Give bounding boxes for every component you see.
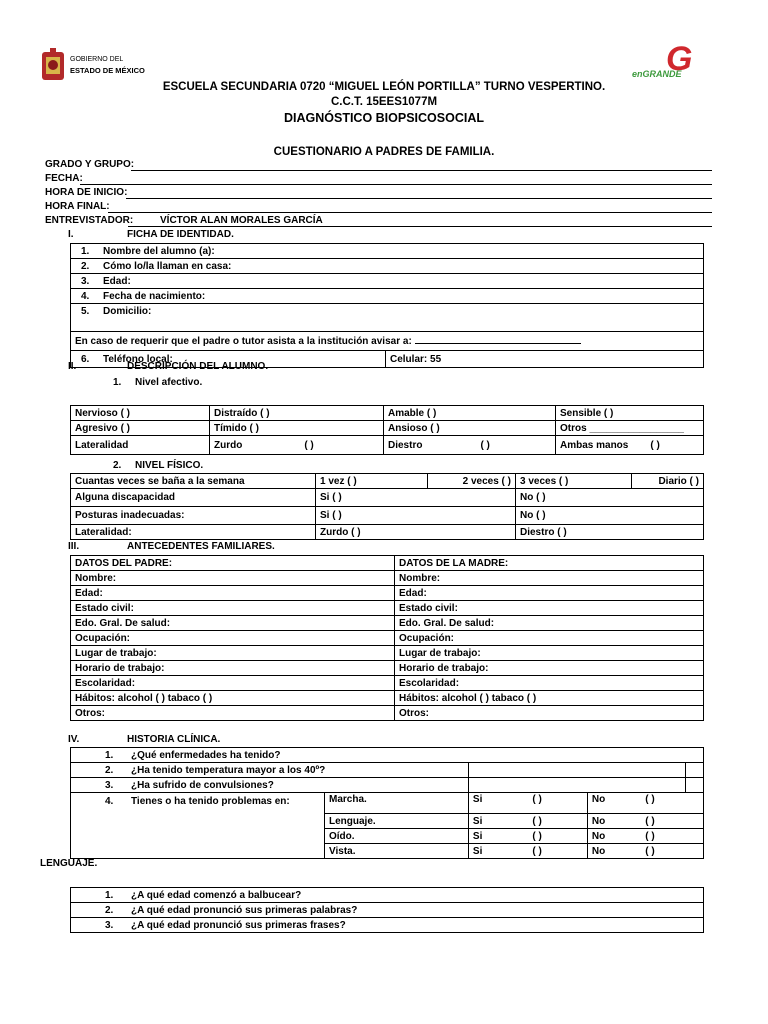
hora-final-line[interactable]: [108, 212, 712, 213]
q-text: ¿A qué edad comenzó a balbucear?: [131, 889, 302, 901]
diestro-label: Diestro: [388, 439, 423, 451]
paren: ( ): [480, 439, 490, 451]
q2-answer-1[interactable]: [468, 763, 685, 778]
madre-ocupacion[interactable]: Ocupación:: [395, 631, 704, 646]
madre-horario[interactable]: Horario de trabajo:: [395, 661, 704, 676]
problem-vista: Vista.: [325, 844, 469, 859]
q-text: ¿Ha sufrido de convulsiones?: [131, 779, 274, 791]
madre-title: DATOS DE LA MADRE:: [395, 556, 704, 571]
opt-2veces[interactable]: 2 veces ( ): [428, 474, 516, 489]
g-letter-logo: G: [666, 40, 693, 78]
padre-salud[interactable]: Edo. Gral. De salud:: [71, 616, 395, 631]
row-label: Edad:: [103, 275, 131, 287]
lateralidad-label: Lateralidad: [71, 436, 210, 455]
problem-oido: Oído.: [325, 829, 469, 844]
padre-ocupacion[interactable]: Ocupación:: [71, 631, 395, 646]
no-label: No: [591, 845, 606, 857]
table-row: [71, 691, 704, 706]
opt-sensible[interactable]: Sensible ( ): [556, 406, 704, 421]
paren: ( ): [532, 830, 542, 842]
madre-edad[interactable]: Edad:: [395, 586, 704, 601]
opt-agresivo[interactable]: Agresivo ( ): [71, 421, 210, 436]
cct-code: C.C.T. 15EES1077M: [330, 96, 438, 108]
paren: ( ): [645, 794, 655, 805]
table-row: [71, 586, 704, 601]
q-num: 1.: [105, 889, 114, 901]
row-num: 5.: [81, 306, 90, 317]
no-option[interactable]: [587, 814, 703, 829]
table-row: [71, 332, 704, 351]
q2-cell[interactable]: [71, 763, 469, 778]
clinica-table: [70, 747, 704, 859]
gov-text-2: ESTADO DE MÉXICO: [70, 66, 145, 75]
tel-label: Teléfono local:: [103, 353, 173, 365]
paren: ( ): [532, 815, 542, 827]
ficha-table: [70, 243, 704, 368]
opt-diario[interactable]: Diario ( ): [632, 474, 704, 489]
table-row: [71, 918, 704, 933]
fisico-label: Cuantas veces se baña a la semana: [71, 474, 316, 489]
grado-line[interactable]: [131, 170, 712, 171]
opt-zurdo[interactable]: Zurdo ( ): [316, 525, 516, 540]
opt-amable[interactable]: Amable ( ): [384, 406, 556, 421]
q3-cell[interactable]: [71, 778, 469, 793]
opt-ansioso[interactable]: Ansioso ( ): [384, 421, 556, 436]
afectivo-table: [70, 405, 704, 455]
opt-no[interactable]: No ( ): [516, 507, 704, 525]
opt-nervioso[interactable]: Nervioso ( ): [71, 406, 210, 421]
padre-edad[interactable]: Edad:: [71, 586, 395, 601]
opt-diestro[interactable]: Diestro ( ): [516, 525, 704, 540]
emergency-contact-line[interactable]: [415, 334, 581, 344]
row-label: Cómo lo/la llaman en casa:: [103, 260, 232, 272]
row-num: 3.: [81, 275, 90, 287]
problem-lenguaje: Lenguaje.: [325, 814, 469, 829]
s4-title: HISTORIA CLÍNICA.: [127, 734, 221, 745]
s1-num: I.: [68, 229, 74, 240]
row-label: Domicilio:: [103, 306, 152, 317]
table-row: [71, 601, 704, 616]
q3-answer-2[interactable]: [685, 778, 703, 793]
lq3[interactable]: [71, 918, 704, 933]
padre-escolaridad[interactable]: Escolaridad:: [71, 676, 395, 691]
s2-num: II.: [68, 361, 77, 372]
no-option[interactable]: [587, 829, 703, 844]
opt-3veces[interactable]: 3 veces ( ): [516, 474, 632, 489]
label-hora-inicio: HORA DE INICIO:: [45, 187, 128, 198]
page-subtitle: CUESTIONARIO A PADRES DE FAMILIA.: [273, 146, 495, 158]
padre-nombre[interactable]: Nombre:: [71, 571, 395, 586]
brand-word: enGRANDE: [632, 69, 682, 79]
row-num: 4.: [81, 290, 90, 302]
opt-si[interactable]: Si ( ): [316, 507, 516, 525]
padre-estado-civil[interactable]: Estado civil:: [71, 601, 395, 616]
q-num: 4.: [105, 796, 114, 807]
padre-horario[interactable]: Horario de trabajo:: [71, 661, 395, 676]
table-row: [71, 507, 704, 525]
q-text: ¿Qué enfermedades ha tenido?: [131, 749, 281, 761]
table-row: [71, 304, 704, 332]
row-num: 6.: [81, 353, 90, 365]
si-label: Si: [472, 794, 483, 805]
madre-habitos[interactable]: Hábitos: alcohol ( ) tabaco ( ): [395, 691, 704, 706]
si-label: Si: [472, 830, 483, 842]
lenguaje-table: [70, 887, 704, 933]
table-row: [71, 763, 704, 778]
padre-title: DATOS DEL PADRE:: [71, 556, 395, 571]
table-row: [71, 793, 704, 814]
entrevistador-line[interactable]: [128, 226, 712, 227]
cel-label: Celular: 55: [390, 353, 442, 365]
row-num: 2.: [81, 260, 90, 272]
table-row: [71, 661, 704, 676]
q-num: 2.: [105, 764, 114, 776]
table-row: [71, 259, 704, 274]
opt-no[interactable]: No ( ): [516, 489, 704, 507]
opt-si[interactable]: Si ( ): [316, 489, 516, 507]
sub2-title: NIVEL FÍSICO.: [135, 460, 204, 471]
lq2[interactable]: [71, 903, 704, 918]
table-row: [71, 556, 704, 571]
padre-otros[interactable]: Otros:: [71, 706, 395, 721]
fisico-label: Alguna discapacidad: [71, 489, 316, 507]
table-row: [71, 616, 704, 631]
q-text: ¿A qué edad pronunció sus primeras palabras?: [131, 904, 358, 916]
q4-cell: [71, 793, 325, 859]
table-row: [71, 436, 704, 455]
opt-timido[interactable]: Tímido ( ): [210, 421, 384, 436]
q3-answer-1[interactable]: [468, 778, 685, 793]
paren: ( ): [645, 830, 655, 842]
q-num: 3.: [105, 919, 114, 931]
padre-lugar[interactable]: Lugar de trabajo:: [71, 646, 395, 661]
si-option[interactable]: [468, 844, 587, 859]
q-num: 1.: [105, 749, 114, 761]
si-option[interactable]: [468, 814, 587, 829]
q-text: ¿A qué edad pronunció sus primeras frases?: [131, 919, 346, 931]
s1-title: FICHA DE IDENTIDAD.: [127, 229, 234, 240]
paren: ( ): [645, 845, 655, 857]
opt-diestro[interactable]: [384, 436, 556, 455]
s3-title: ANTECEDENTES FAMILIARES.: [127, 541, 275, 552]
table-row: [71, 778, 704, 793]
no-option[interactable]: [587, 793, 703, 814]
q-num: 2.: [105, 904, 114, 916]
fecha-line[interactable]: [80, 184, 712, 185]
table-row: [71, 571, 704, 586]
table-row: [71, 244, 704, 259]
no-option[interactable]: [587, 844, 703, 859]
opt-zurdo[interactable]: [210, 436, 384, 455]
paren: ( ): [532, 845, 542, 857]
sub1-title: Nivel afectivo.: [135, 377, 203, 388]
gov-text-1: GOBIERNO DEL: [70, 56, 124, 63]
table-row: [71, 903, 704, 918]
table-row: [71, 888, 704, 903]
fisico-label: Lateralidad:: [71, 525, 316, 540]
s5-title: LENGUAJE.: [40, 858, 98, 869]
madre-estado-civil[interactable]: Estado civil:: [395, 601, 704, 616]
madre-lugar[interactable]: Lugar de trabajo:: [395, 646, 704, 661]
q-text: ¿Ha tenido temperatura mayor a los 40º?: [131, 764, 326, 776]
row-label: Fecha de nacimiento:: [103, 290, 206, 302]
school-name: ESCUELA SECUNDARIA 0720 “MIGUEL LEÓN PORTILLA” TURNO VESPERTINO.: [162, 81, 606, 93]
paren: ( ): [645, 815, 655, 827]
s3-num: III.: [68, 541, 80, 552]
table-row: [71, 706, 704, 721]
q1-cell[interactable]: [71, 748, 704, 763]
si-label: Si: [472, 845, 483, 857]
paren: ( ): [532, 794, 542, 805]
paren: ( ): [304, 439, 314, 451]
ambas-label: Ambas manos: [560, 439, 629, 451]
zurdo-label: Zurdo: [214, 439, 243, 451]
padre-habitos[interactable]: Hábitos: alcohol ( ) tabaco ( ): [71, 691, 395, 706]
table-row: [71, 474, 704, 489]
label-hora-final: HORA FINAL:: [45, 201, 110, 212]
table-row: [71, 421, 704, 436]
coat-of-arms-icon: [40, 48, 66, 84]
table-row: [71, 525, 704, 540]
si-option[interactable]: [468, 793, 587, 814]
sub2-num: 2.: [113, 460, 122, 471]
table-row: [71, 406, 704, 421]
table-row: [71, 676, 704, 691]
si-option[interactable]: [468, 829, 587, 844]
row-label: Nombre del alumno (a):: [103, 245, 215, 257]
table-row: [71, 631, 704, 646]
q2-answer-2[interactable]: [685, 763, 703, 778]
fisico-label: Posturas inadecuadas:: [71, 507, 316, 525]
engrande-logo: [630, 40, 720, 82]
s2-title: DESCRIPCIÓN DEL ALUMNO.: [127, 361, 269, 372]
madre-nombre[interactable]: Nombre:: [395, 571, 704, 586]
table-row: [71, 489, 704, 507]
table-row: [71, 748, 704, 763]
s4-num: IV.: [68, 734, 80, 745]
table-row: [71, 289, 704, 304]
sub1-num: 1.: [113, 377, 122, 388]
q-num: 3.: [105, 779, 114, 791]
page-title: DIAGNÓSTICO BIOPSICOSOCIAL: [283, 111, 484, 125]
row-num: 1.: [81, 245, 90, 257]
paren: ( ): [650, 439, 660, 451]
fisico-table: [70, 473, 704, 540]
familia-table: [70, 555, 704, 721]
label-entrevistador: ENTREVISTADOR:: [45, 215, 134, 226]
opt-distraido[interactable]: Distraído ( ): [210, 406, 384, 421]
no-label: No: [591, 830, 606, 842]
table-row: [71, 646, 704, 661]
opt-ambas[interactable]: [556, 436, 704, 455]
q-text: Tienes o ha tenido problemas en:: [131, 796, 290, 807]
table-row: [71, 274, 704, 289]
madre-otros[interactable]: Otros:: [395, 706, 704, 721]
no-label: No: [591, 794, 606, 805]
si-label: Si: [472, 815, 483, 827]
label-fecha: FECHA:: [45, 173, 83, 184]
lq1[interactable]: [71, 888, 704, 903]
label-grado: GRADO Y GRUPO:: [45, 159, 135, 170]
madre-escolaridad[interactable]: Escolaridad:: [395, 676, 704, 691]
opt-otros[interactable]: Otros _________________: [556, 421, 704, 436]
problem-marcha: Marcha.: [325, 793, 469, 814]
no-label: No: [591, 815, 606, 827]
madre-salud[interactable]: Edo. Gral. De salud:: [395, 616, 704, 631]
hora-inicio-line[interactable]: [126, 198, 712, 199]
opt-1vez[interactable]: 1 vez ( ): [316, 474, 428, 489]
entrevistador-name: VÍCTOR ALAN MORALES GARCÍA: [160, 215, 323, 226]
emergency-contact-label: En caso de requerir que el padre o tutor asista a la institución avisar a:: [75, 336, 412, 347]
